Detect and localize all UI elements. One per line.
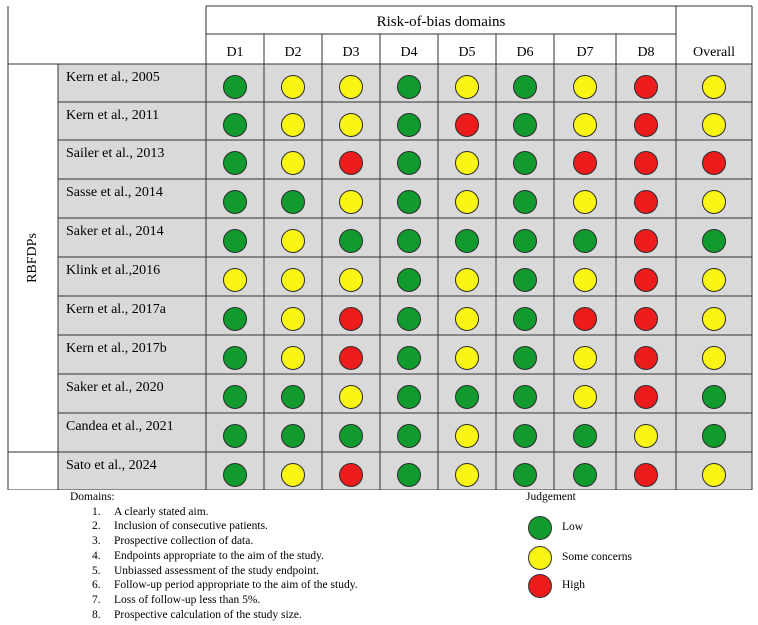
judgement-dot — [398, 464, 421, 487]
judgement-dot — [224, 425, 247, 448]
judgement-dot — [574, 464, 597, 487]
judgement-dot — [282, 308, 305, 331]
judgement-dot — [635, 347, 658, 370]
judgement-dot — [340, 76, 363, 99]
judgement-dot — [282, 76, 305, 99]
judgement-dot — [398, 152, 421, 175]
domain-number: 1. — [92, 505, 101, 518]
study-name: Kern et al., 2005 — [66, 70, 160, 85]
judgement-dot — [514, 386, 537, 409]
judgement-dot — [574, 425, 597, 448]
domain-text: Unbiassed assessment of the study endpoint. — [114, 564, 320, 577]
judgement-dot — [340, 347, 363, 370]
group-label: RBFDPs — [25, 233, 40, 283]
column-header: Overall — [693, 45, 735, 60]
domain-text: Loss of follow-up less than 5%. — [114, 593, 261, 606]
judgement-dot — [574, 191, 597, 214]
domain-text: Follow-up period appropriate to the aim of the study. — [114, 579, 358, 592]
column-header: D7 — [576, 45, 594, 60]
study-name: Sasse et al., 2014 — [66, 185, 163, 200]
judgement-dot — [703, 269, 726, 292]
domain-number: 5. — [92, 564, 101, 577]
legend-dot — [528, 546, 552, 570]
legend-label: High — [562, 579, 585, 591]
judgement-dot — [703, 230, 726, 253]
header-group-label: Risk-of-bias domains — [376, 14, 506, 30]
judgement-dot — [224, 308, 247, 331]
judgement-dot — [514, 152, 537, 175]
judgement-dot — [703, 347, 726, 370]
judgement-dot — [514, 425, 537, 448]
judgement-dot — [398, 230, 421, 253]
judgement-dot — [574, 386, 597, 409]
column-header: D5 — [458, 45, 476, 60]
judgement-dot — [282, 114, 305, 137]
judgement-dot — [456, 230, 479, 253]
judgement-dot — [514, 114, 537, 137]
study-name: Kern et al., 2017b — [66, 341, 167, 356]
judgement-dot — [514, 76, 537, 99]
judgement-dot — [224, 230, 247, 253]
study-name: Candea et al., 2021 — [66, 419, 174, 434]
judgement-dot — [703, 386, 726, 409]
judgement-dot — [456, 76, 479, 99]
legend-dot — [528, 574, 552, 598]
judgement-dot — [456, 114, 479, 137]
judgement-dot — [635, 191, 658, 214]
judgement-dot — [456, 425, 479, 448]
domain-number: 3. — [92, 535, 101, 548]
domain-text: Endpoints appropriate to the aim of the study. — [114, 549, 325, 562]
domain-item — [70, 578, 358, 593]
judgement-dot — [703, 464, 726, 487]
domain-item — [70, 505, 358, 520]
judgement-dot — [282, 152, 305, 175]
judgement-dot — [282, 347, 305, 370]
judgement-dot — [340, 386, 363, 409]
judgement-dot — [282, 425, 305, 448]
judgement-dot — [456, 347, 479, 370]
judgement-dot — [514, 464, 537, 487]
legend-label: Low — [562, 521, 584, 533]
judgement-dot — [282, 386, 305, 409]
study-name: Kern et al., 2017a — [66, 302, 166, 317]
judgement-dot — [514, 191, 537, 214]
study-name: Kern et al., 2011 — [66, 108, 160, 123]
judgement-dot — [224, 114, 247, 137]
judgement-dot — [398, 386, 421, 409]
judgement-dot — [635, 308, 658, 331]
judgement-dot — [635, 269, 658, 292]
judgement-dot — [224, 464, 247, 487]
domain-item — [70, 564, 358, 579]
judgement-dot — [514, 269, 537, 292]
judgement-dot — [703, 114, 726, 137]
judgement-dot — [635, 76, 658, 99]
column-header: D2 — [284, 45, 302, 60]
judgement-dot — [703, 308, 726, 331]
judgement-dot — [574, 114, 597, 137]
judgement-dot — [224, 347, 247, 370]
domain-item — [70, 519, 358, 534]
domain-text: Inclusion of consecutive patients. — [114, 520, 268, 533]
column-header: D6 — [516, 45, 534, 60]
judgement-dot — [635, 464, 658, 487]
judgement-dot — [456, 191, 479, 214]
judgement-dot — [514, 230, 537, 253]
judgement-dot — [456, 386, 479, 409]
judgement-dot — [456, 308, 479, 331]
domains-list — [70, 490, 358, 622]
judgement-dot — [574, 347, 597, 370]
judgement-dot — [635, 230, 658, 253]
domain-number: 2. — [92, 520, 101, 533]
judgement-dot — [282, 464, 305, 487]
judgement-dot — [635, 114, 658, 137]
column-header: D1 — [226, 45, 244, 60]
study-name: Sato et al., 2024 — [66, 458, 157, 473]
judgement-dot — [340, 230, 363, 253]
judgement-dot — [574, 76, 597, 99]
judgement-dot — [703, 152, 726, 175]
domain-text: Prospective collection of data. — [114, 535, 254, 548]
judgement-dot — [703, 191, 726, 214]
legend-dot — [528, 516, 552, 540]
judgement-dot — [398, 114, 421, 137]
judgement-dot — [574, 308, 597, 331]
judgement-dot — [635, 425, 658, 448]
domain-number: 7. — [92, 593, 101, 606]
domain-item — [70, 534, 358, 549]
judgement-dot — [398, 191, 421, 214]
judgement-dot — [635, 386, 658, 409]
judgement-dot — [224, 269, 247, 292]
domain-number: 4. — [92, 549, 101, 562]
judgement-dot — [398, 425, 421, 448]
domain-text: A clearly stated aim. — [114, 505, 209, 518]
judgement-dot — [398, 308, 421, 331]
judgement-dot — [635, 152, 658, 175]
judgement-dot — [456, 269, 479, 292]
judgement-dot — [514, 347, 537, 370]
domain-number: 6. — [92, 579, 101, 592]
judgement-dot — [340, 308, 363, 331]
judgement-dot — [340, 425, 363, 448]
column-header: D4 — [400, 45, 418, 60]
judgement-dot — [224, 152, 247, 175]
judgement-dot — [456, 152, 479, 175]
domain-item — [70, 608, 358, 623]
column-header: D3 — [342, 45, 360, 60]
judgement-dot — [340, 269, 363, 292]
judgement-dot — [282, 269, 305, 292]
judgement-dot — [340, 114, 363, 137]
domain-item — [70, 549, 358, 564]
judgement-dot — [224, 386, 247, 409]
study-name: Sailer et al., 2013 — [66, 146, 165, 161]
judgement-dot — [282, 230, 305, 253]
judgement-dot — [574, 230, 597, 253]
judgement-dot — [703, 76, 726, 99]
judgement-dot — [224, 191, 247, 214]
study-name: Saker et al., 2020 — [66, 380, 164, 395]
domain-number: 8. — [92, 608, 101, 621]
study-name: Klink et al.,2016 — [66, 263, 161, 278]
domains-title: Domains: — [70, 491, 115, 503]
judgement-dot — [340, 191, 363, 214]
judgement-dot — [574, 152, 597, 175]
legend-label: Some concerns — [562, 551, 632, 563]
domain-item — [70, 593, 358, 608]
legend-title: Judgement — [526, 491, 576, 503]
study-name: Saker et al., 2014 — [66, 224, 164, 239]
judgement-dot — [456, 464, 479, 487]
judgement-dot — [398, 347, 421, 370]
judgement-dot — [340, 152, 363, 175]
judgement-dot — [398, 269, 421, 292]
column-header: D8 — [637, 45, 655, 60]
judgement-dot — [340, 464, 363, 487]
judgement-dot — [574, 269, 597, 292]
domain-text: Prospective calculation of the study size. — [114, 608, 302, 621]
judgement-dot — [398, 76, 421, 99]
judgement-dot — [703, 425, 726, 448]
judgement-dot — [224, 76, 247, 99]
judgement-dot — [514, 308, 537, 331]
judgement-dot — [282, 191, 305, 214]
